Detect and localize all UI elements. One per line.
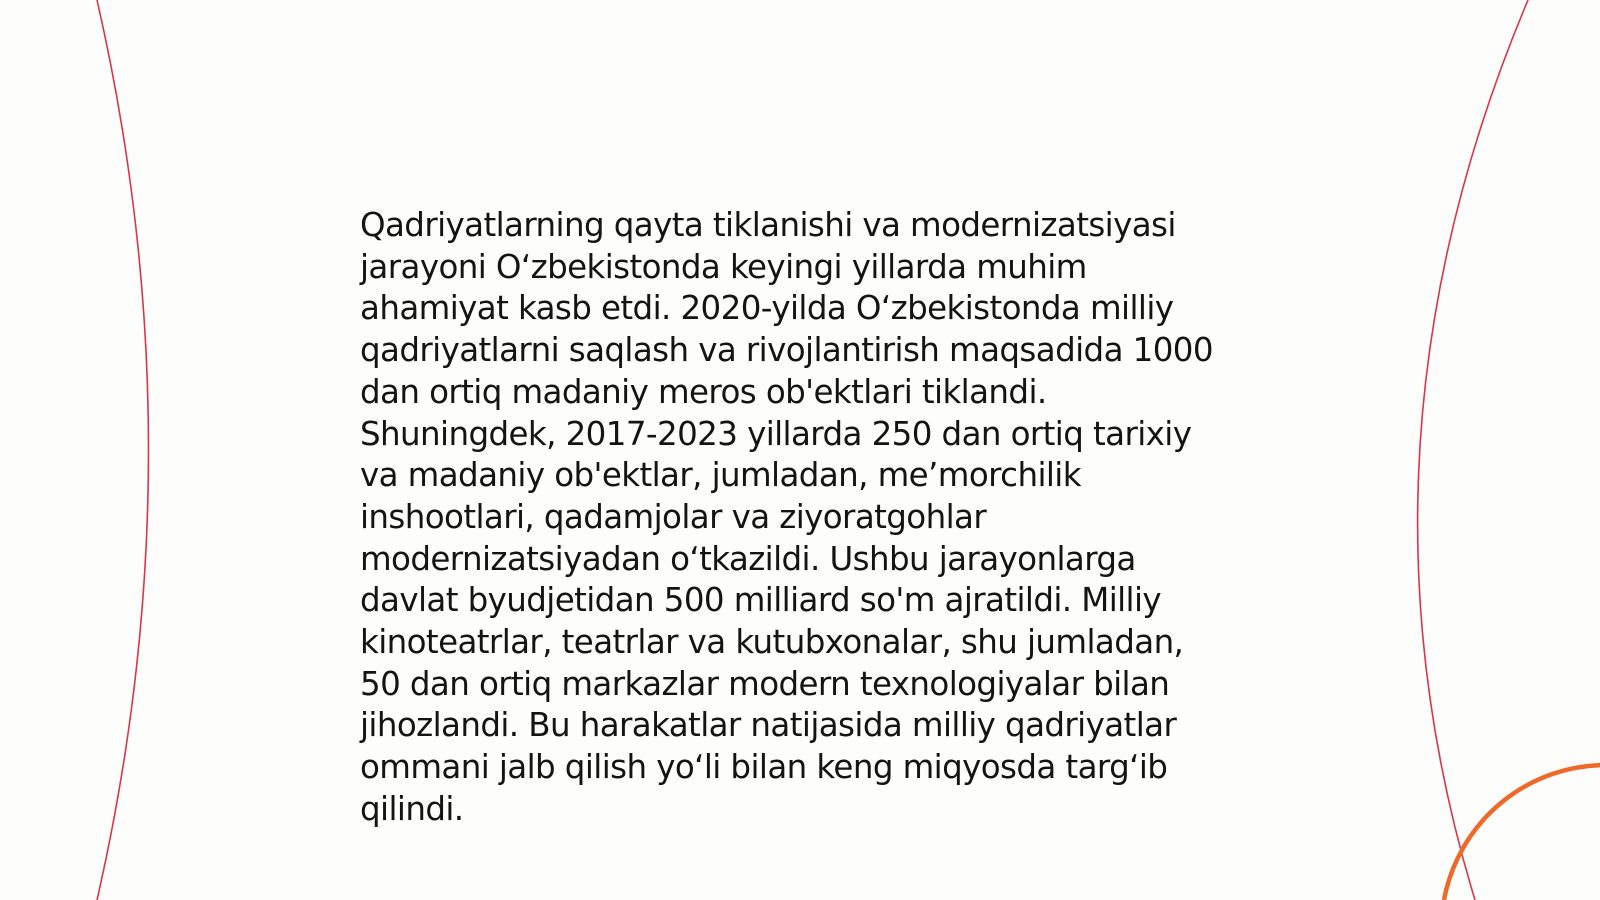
paragraph-line: inshootlari, qadamjolar va ziyoratgohlar <box>360 497 987 536</box>
paragraph-line: qilindi. <box>360 789 464 828</box>
paragraph-line: modernizatsiyadan o‘tkazildi. Ushbu jarayonlarga <box>360 539 1136 578</box>
left-curve-line <box>97 0 149 900</box>
right-curve-line <box>1418 0 1528 900</box>
paragraph-line: jarayoni O‘zbekistonda keyingi yillarda muhim <box>360 247 1087 286</box>
paragraph-line: ommani jalb qilish yo‘li bilan keng miqyosda targ‘ib <box>360 748 1168 787</box>
paragraph-line: va madaniy ob'ektlar, jumladan, me’morchilik <box>360 456 1081 495</box>
paragraph-line: kinoteatrlar, teatrlar va kutubxonalar, shu jumladan, <box>360 623 1184 662</box>
paragraph-line: Shuningdek, 2017-2023 yillarda 250 dan ortiq tarixiy <box>360 414 1192 453</box>
paragraph-line: Qadriyatlarning qayta tiklanishi va modernizatsiyasi <box>360 206 1176 244</box>
paragraph-line: ahamiyat kasb etdi. 2020-yilda O‘zbekistonda milliy <box>360 289 1174 328</box>
paragraph-line: 50 dan ortiq markazlar modern texnologiyalar bilan <box>360 664 1170 703</box>
slide-paragraph <box>360 205 1260 831</box>
paragraph-line: davlat byudjetidan 500 milliard so'm ajratildi. Milliy <box>360 581 1162 620</box>
paragraph-line: dan ortiq madaniy meros ob'ektlari tiklandi. <box>360 372 1047 411</box>
orange-arc <box>1444 765 1600 900</box>
paragraph-line: jihozlandi. Bu harakatlar natijasida milliy qadriyatlar <box>360 706 1177 745</box>
paragraph-line: qadriyatlarni saqlash va rivojlantirish maqsadida 1000 <box>360 331 1213 370</box>
